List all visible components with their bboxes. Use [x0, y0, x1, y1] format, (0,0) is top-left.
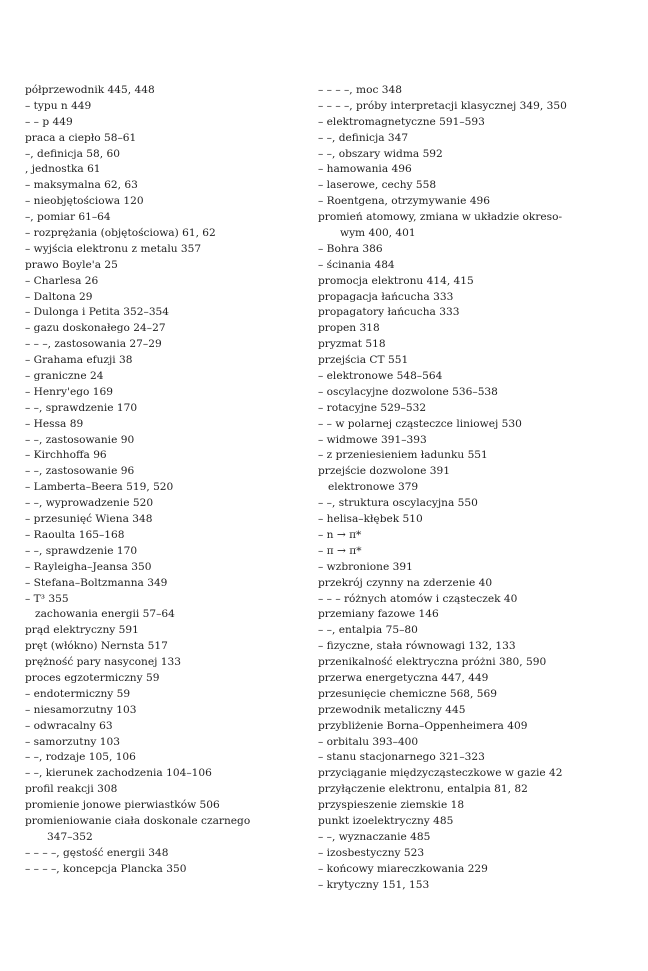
index-entry: – – w polarnej cząsteczce liniowej 530	[318, 417, 522, 430]
index-entry: – krytyczny 151, 153	[318, 878, 430, 891]
index-entry: – – – –, gęstość energii 348	[25, 846, 169, 859]
index-entry: – T³ 355	[25, 592, 69, 605]
index-entry: – gazu doskonałego 24–27	[25, 322, 166, 335]
index-entry: propagacja łańcucha 333	[318, 290, 454, 303]
index-entry: – –, definicja 347	[318, 131, 409, 144]
index-entry: – rozprężania (objętościowa) 61, 62	[25, 227, 216, 240]
index-entry: przesunięcie chemiczne 568, 569	[318, 687, 498, 700]
index-entry: – –, entalpia 75–80	[318, 624, 418, 637]
index-entry: promocja elektronu 414, 415	[318, 274, 474, 287]
index-entry: przerwa energetyczna 447, 449	[318, 671, 489, 684]
index-entry: przyłączenie elektronu, entalpia 81, 82	[318, 783, 528, 796]
index-entry: propen 318	[318, 322, 380, 335]
index-entry: – stanu stacjonarnego 321–323	[318, 751, 485, 764]
index-column-right	[318, 83, 618, 893]
index-entry: prężność pary nasyconej 133	[25, 656, 181, 669]
index-entry: propagatory łańcucha 333	[318, 306, 460, 319]
index-entry: – elektronowe 548–564	[318, 370, 443, 383]
index-entry: – końcowy miareczkowania 229	[318, 862, 488, 875]
index-entry: punkt izoelektryczny 485	[318, 814, 454, 827]
index-entry: przyspieszenie ziemskie 18	[318, 799, 465, 812]
index-entry: – –, struktura oscylacyjna 550	[318, 497, 478, 510]
index-entry: – Daltona 29	[25, 290, 93, 303]
index-entry: – Dulonga i Petita 352–354	[25, 306, 170, 319]
index-entry: – –, zastosowanie 90	[25, 433, 135, 446]
index-entry: przemiany fazowe 146	[318, 608, 439, 621]
index-entry: przekrój czynny na zderzenie 40	[318, 576, 493, 589]
index-entry: praca a ciepło 58–61	[25, 131, 137, 144]
index-entry: – –, obszary widma 592	[318, 147, 443, 160]
index-entry: – – p 449	[25, 115, 73, 128]
index-entry: – izosbestyczny 523	[318, 846, 425, 859]
index-entry: półprzewodnik 445, 448	[25, 84, 155, 96]
index-entry: – z przeniesieniem ładunku 551	[318, 449, 488, 462]
index-entry: – ścinania 484	[318, 258, 395, 271]
index-entry: promienie jonowe pierwiastków 506	[25, 799, 220, 812]
index-entry: pręt (włókno) Nernsta 517	[25, 640, 168, 653]
index-entry: – hamowania 496	[318, 163, 412, 176]
index-entry: profil reakcji 308	[25, 783, 118, 796]
index-entry: przewodnik metaliczny 445	[318, 703, 466, 716]
index-entry: 347–352	[47, 830, 93, 843]
index-entry: – –, wyznaczanie 485	[318, 830, 431, 843]
index-entry: przejście dozwolone 391	[318, 465, 451, 478]
index-entry: – oscylacyjne dozwolone 536–538	[318, 385, 498, 398]
index-entry: – odwracalny 63	[25, 719, 113, 732]
index-entry: – –, wyprowadzenie 520	[25, 497, 154, 510]
index-entry: zachowania energii 57–64	[35, 608, 175, 621]
index-entry: – Roentgena, otrzymywanie 496	[318, 195, 491, 208]
index-entry: – samorzutny 103	[25, 735, 120, 748]
index-entry: – Kirchhoffa 96	[25, 449, 107, 462]
index-entry: przyciąganie międzycząsteczkowe w gazie 42	[318, 767, 563, 780]
index-entry: –, pomiar 61–64	[25, 211, 111, 224]
index-entry: – Lamberta–Beera 519, 520	[25, 481, 174, 494]
index-entry: – –, sprawdzenie 170	[25, 401, 138, 414]
index-entry: – endotermiczny 59	[25, 687, 131, 700]
index-entry: – laserowe, cechy 558	[318, 179, 437, 192]
index-entry: – graniczne 24	[25, 370, 104, 383]
index-entry: – –, rodzaje 105, 106	[25, 751, 136, 764]
index-entry: – wyjścia elektronu z metalu 357	[25, 242, 202, 255]
index-entry: – fizyczne, stała równowagi 132, 133	[318, 640, 516, 653]
index-entry: –, definicja 58, 60	[25, 147, 120, 160]
index-entry: – Grahama efuzji 38	[25, 354, 133, 367]
index-entry: przenikalność elektryczna próżni 380, 590	[318, 656, 547, 669]
index-entry: pryzmat 518	[318, 338, 386, 351]
index-entry: – – – –, koncepcja Plancka 350	[25, 862, 187, 875]
index-entry: – Henry'ego 169	[25, 385, 113, 398]
index-entry: elektronowe 379	[328, 481, 419, 494]
index-entry: – –, kierunek zachodzenia 104–106	[25, 767, 212, 780]
index-entry: – Stefana–Boltzmanna 349	[25, 576, 168, 589]
index-entry: – wzbronione 391	[318, 560, 413, 573]
index-entry: , jednostka 61	[25, 163, 101, 176]
index-entry: – –, sprawdzenie 170	[25, 544, 138, 557]
index-entry: wym 400, 401	[340, 227, 416, 240]
index-entry: – przesunięć Wiena 348	[25, 513, 153, 526]
index-entry: – Rayleigha–Jeansa 350	[25, 560, 152, 573]
index-entry: – – – różnych atomów i cząsteczek 40	[318, 592, 518, 605]
index-entry: proces egzotermiczny 59	[25, 671, 160, 684]
index-entry: – widmowe 391–393	[318, 433, 427, 446]
index-entry: – elektromagnetyczne 591–593	[318, 115, 485, 128]
index-entry: – niesamorzutny 103	[25, 703, 137, 716]
index-entry: – orbitalu 393–400	[318, 735, 419, 748]
index-entry: – – – –, moc 348	[318, 84, 402, 96]
index-entry: – – – –, próby interpretacji klasycznej 349, 350	[318, 99, 567, 112]
index-entry: – π → π*	[318, 544, 362, 557]
index-entry: promień atomowy, zmiana w układzie okreso-	[318, 211, 563, 224]
index-entry: – nieobjętościowa 120	[25, 195, 144, 208]
index-entry: – – –, zastosowania 27–29	[25, 338, 162, 351]
index-entry: – Bohra 386	[318, 242, 383, 255]
index-entry: prawo Boyle'a 25	[25, 258, 118, 271]
index-entry: – n → π*	[318, 528, 362, 541]
index-entry: prąd elektryczny 591	[25, 624, 139, 637]
index-entry: – maksymalna 62, 63	[25, 179, 138, 192]
index-entry: – Raoulta 165–168	[25, 528, 125, 541]
index-entry: przybliżenie Borna–Oppenheimera 409	[318, 719, 528, 732]
index-entry: – Hessa 89	[25, 417, 84, 430]
index-entry: – rotacyjne 529–532	[318, 401, 427, 414]
index-entry: – typu n 449	[25, 99, 92, 112]
index-entry: – helisa–kłębek 510	[318, 513, 423, 526]
index-entry: promieniowanie ciała doskonale czarnego	[25, 814, 251, 827]
index-column-left	[25, 83, 305, 878]
index-entry: – Charlesa 26	[25, 274, 99, 287]
index-entry: przejścia CT 551	[318, 354, 409, 367]
index-entry: – –, zastosowanie 96	[25, 465, 135, 478]
